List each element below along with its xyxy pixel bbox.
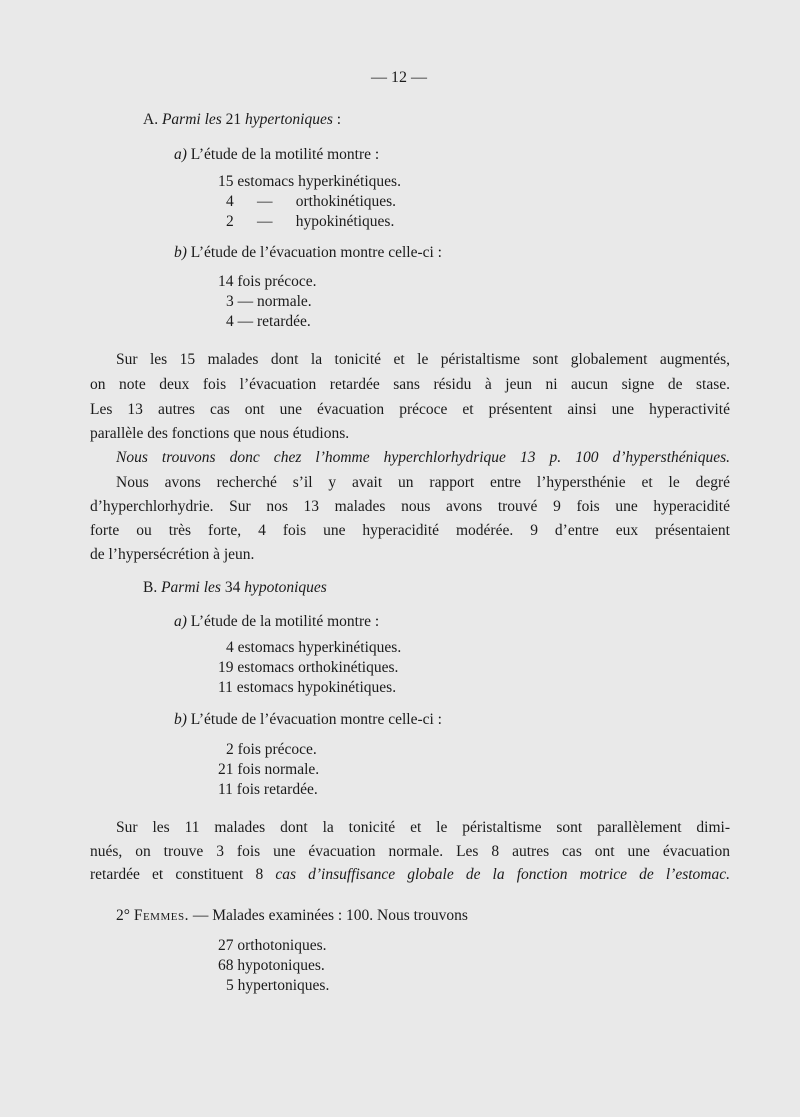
paragraph-line: d’hyperchlorhydrie. Sur nos 13 malades nous avons trouvé 9 fois une hyperacidité — [90, 498, 730, 515]
section-a-a-item: 15 estomacs hyperkinétiques. — [218, 173, 401, 190]
section-b-b-item: 2 fois précoce. — [226, 741, 317, 758]
paragraph-line: Les 13 autres cas ont une évacuation précoce et présentent ainsi une hyperactivité — [90, 401, 730, 418]
section-b-a-item: 19 estomacs orthokinétiques. — [218, 659, 399, 676]
paragraph-line: de l’hypersécrétion à jeun. — [90, 546, 255, 563]
section-b-heading — [143, 578, 327, 598]
paragraph-line: Sur les 11 malades dont la tonicité et le péristaltisme sont parallèlement dimi- — [116, 819, 730, 836]
section-a-b-letter: b) — [174, 244, 187, 261]
section-b-a-line — [174, 612, 379, 632]
paragraph-line: Sur les 15 malades dont la tonicité et le péristaltisme sont globalement augmentés, — [116, 351, 730, 368]
section-a-a-item: 2 — hypokinétiques. — [226, 213, 395, 230]
femmes-label: Femmes. — [133, 907, 189, 924]
section-a-letter: A. — [143, 111, 159, 128]
paragraph-line-mixed: retardée et constituent 8 cas d’insuffisance globale de la fonction motrice de l’estomac. — [90, 866, 731, 883]
femmes-heading — [116, 906, 468, 926]
femmes-text: — Malades examinées : 100. Nous trouvons — [192, 907, 468, 924]
section-b-b-item: 21 fois normale. — [218, 761, 320, 778]
section-b-b-letter: b) — [174, 711, 187, 728]
section-b-b-text: L’étude de l’évacuation montre celle-ci : — [190, 711, 442, 728]
section-a-heading-pre: Parmi les — [161, 111, 222, 128]
femmes-item: 5 hypertoniques. — [226, 977, 330, 994]
section-b-a-item: 11 estomacs hypokinétiques. — [218, 679, 397, 696]
paragraph-line: on note deux fois l’évacuation retardée sans résidu à jeun ni aucun signe de stase. — [90, 376, 730, 393]
section-a-heading-colon: : — [336, 111, 342, 128]
paragraph-line: forte ou très forte, 4 fois une hyperacidité modérée. 9 d’entre eux présentaient — [90, 522, 730, 539]
section-a-b-text: L’étude de l’évacuation montre celle-ci : — [190, 244, 442, 261]
section-a-a-line — [174, 145, 379, 165]
section-a-a-letter: a) — [174, 146, 187, 163]
section-b-a-item: 4 estomacs hyperkinétiques. — [226, 639, 402, 656]
paragraph-line: nués, on trouve 3 fois une évacuation normale. Les 8 autres cas ont une évacuation — [90, 843, 730, 860]
section-a-b-item: 3 — normale. — [226, 293, 312, 310]
section-a-heading — [143, 110, 341, 130]
section-b-heading-italic: hypotoniques — [244, 579, 327, 596]
section-a-b-item: 14 fois précoce. — [218, 273, 317, 290]
femmes-item: 27 orthotoniques. — [218, 937, 327, 954]
page-number: — 12 — — [371, 69, 427, 86]
paragraph-line: Nous avons recherché s’il y avait un rapport entre l’hypersthénie et le degré — [116, 474, 730, 491]
paragraph-line: parallèle des fonctions que nous étudions. — [90, 425, 350, 442]
section-b-a-text: L’étude de la motilité montre : — [190, 613, 380, 630]
italic-conclusion: Nous trouvons donc chez l’homme hyperchlorhydrique 13 p. 100 d’hypersthéniques. — [116, 449, 730, 466]
section-b-b-line — [174, 710, 442, 730]
femmes-num: 2° — [116, 907, 130, 924]
section-a-heading-num: 21 — [225, 111, 242, 128]
section-b-b-item: 11 fois retardée. — [218, 781, 318, 798]
section-a-a-item: 4 — orthokinétiques. — [226, 193, 397, 210]
section-b-heading-pre: Parmi les — [161, 579, 221, 596]
section-a-b-line — [174, 243, 442, 263]
section-b-letter: B. — [143, 579, 158, 596]
section-a-heading-italic: hypertoniques — [245, 111, 333, 128]
femmes-item: 68 hypotoniques. — [218, 957, 325, 974]
section-a-b-item: 4 — retardée. — [226, 313, 311, 330]
section-a-a-text: L’étude de la motilité montre : — [190, 146, 380, 163]
section-b-a-letter: a) — [174, 613, 187, 630]
section-b-heading-num: 34 — [224, 579, 241, 596]
